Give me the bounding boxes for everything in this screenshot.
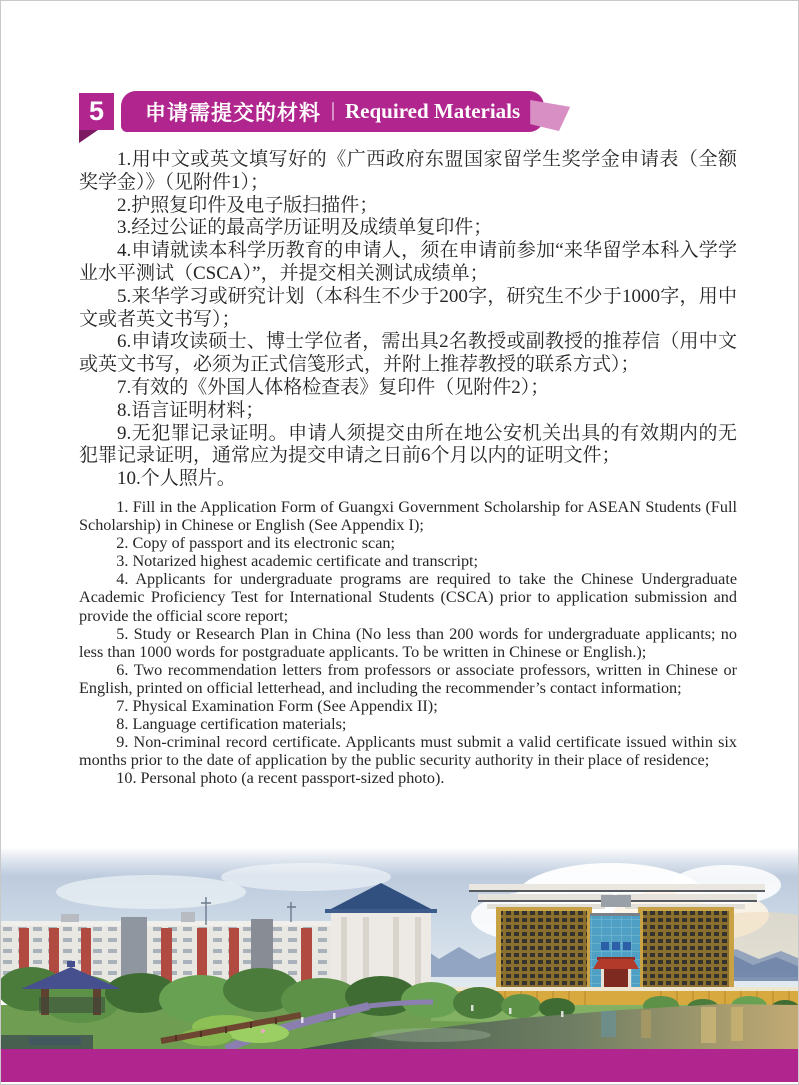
english-requirements-list xyxy=(79,498,737,788)
title-divider: | xyxy=(331,99,336,121)
section-number-badge xyxy=(79,93,114,130)
list-item-zh: 2.护照复印件及电子版扫描件； xyxy=(117,194,379,216)
list-item-zh: 1.用中文或英文填写好的《广西政府东盟国家留学生奖学金申请表（全额奖学金）》（见附件1）； xyxy=(79,149,737,193)
list-item-en: 1. Fill in the Application Form of Guangxi Government Scholarship for ASEAN Students (Full Scholarship) in Chinese or English (See Appendix I); xyxy=(79,498,737,535)
section-title-en: Required Materials xyxy=(345,99,521,123)
list-item-zh: 9.无犯罪记录证明。申请人须提交由所在地公安机关出具的有效期内的无犯罪记录证明，通常应为提交申请之日前6个月以内的证明文件； xyxy=(79,422,737,467)
list-item-en: 5. Study or Research Plan in China (No less than 200 words for undergraduate applicants; no less than 1000 words for postgraduate applicants. To be written in Chinese or English.); xyxy=(79,624,737,661)
list-item-zh: 7.有效的《外国人体格检查表》复印件（见附件2）； xyxy=(117,376,550,398)
list-item-en: 4. Applicants for undergraduate programs are required to take the Chinese Undergraduate Academic Proficiency Test for International Students (CSCA) prior to application submission and provide the official score report; xyxy=(79,570,737,625)
section-title-zh: 申请需提交的材料 xyxy=(145,100,321,125)
footer-accent-bar xyxy=(1,1049,799,1082)
section-title-banner xyxy=(121,91,544,132)
photo-top-fade xyxy=(1,847,799,877)
list-item-zh: 6.申请攻读硕士、博士学位者，需出具2名教授或副教授的推荐信（用中文或英文书写，必须为正式信笺形式，并附上推荐教授的联系方式）； xyxy=(79,331,737,376)
list-item-zh: 3.经过公证的最高学历证明及成绩单复印件； xyxy=(117,217,493,239)
section-number: 5 xyxy=(88,96,105,126)
list-item-en: 7. Physical Examination Form (See Appendix II); xyxy=(116,697,438,716)
list-item-zh: 4.申请就读本科学历教育的申请人，须在申请前参加“来华留学本科入学学业水平测试（CSCA）”，并提交相关测试成绩单； xyxy=(79,240,737,284)
list-item-zh: 8.语言证明材料； xyxy=(117,399,265,421)
campus-photo xyxy=(1,847,799,1049)
list-item-zh: 5.来华学习或研究计划（本科生不少于200字，研究生不少于1000字，用中文或者英文书写）； xyxy=(79,285,737,330)
badge-fold-ribbon xyxy=(79,130,98,143)
list-item-en: 9. Non-criminal record certificate. Applicants must submit a valid certificate issued within six months prior to the date of application by the public security authority in their place of residence; xyxy=(79,733,737,770)
wing-roofs xyxy=(469,884,765,909)
list-item-en: 10. Personal photo (a recent passport-sized photo). xyxy=(116,769,445,788)
list-item-zh: 10.个人照片。 xyxy=(117,468,236,490)
banner-tail-ribbon xyxy=(530,100,570,131)
list-item-en: 6. Two recommendation letters from professors or associate professors, written in Chinese or English, printed on official letterhead, and including the recommender’s contact information; xyxy=(79,660,737,697)
list-item-en: 8. Language certification materials; xyxy=(116,715,347,734)
list-item-en: 2. Copy of passport and its electronic scan; xyxy=(116,534,395,553)
list-item-en: 3. Notarized highest academic certificate and transcript; xyxy=(116,552,479,571)
chinese-requirements-list xyxy=(79,149,737,491)
